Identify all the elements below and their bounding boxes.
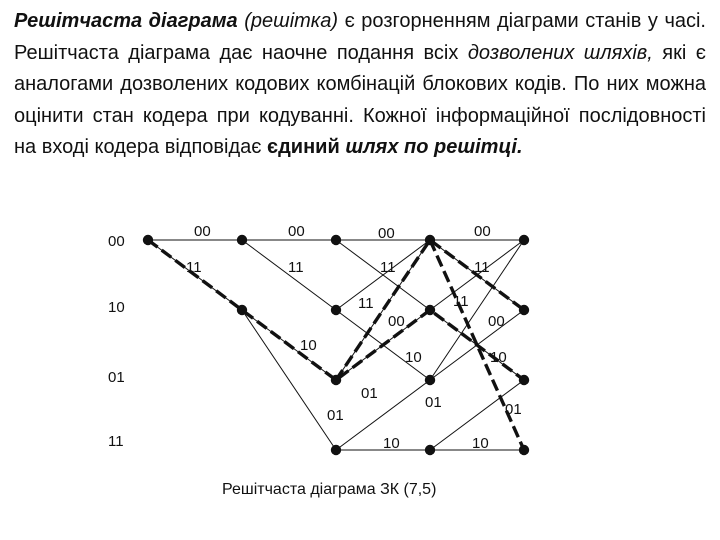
- trellis-edge: [242, 310, 336, 450]
- state-label: 01: [108, 369, 125, 386]
- trellis-node: [237, 305, 247, 315]
- trellis-node: [331, 375, 341, 385]
- trellis-node: [237, 235, 247, 245]
- trellis-node: [425, 235, 435, 245]
- trellis-node: [331, 305, 341, 315]
- edge-label: 00: [488, 313, 505, 330]
- state-label: 10: [108, 299, 125, 316]
- edge-label: 11: [453, 293, 469, 310]
- trellis-labels: [108, 223, 522, 498]
- edge-label: 10: [490, 349, 507, 366]
- state-label: 00: [108, 233, 125, 250]
- edge-label: 10: [405, 349, 422, 366]
- trellis-node: [519, 305, 529, 315]
- edge-label: 11: [358, 295, 374, 312]
- diagram-caption: Решітчаста діаграма ЗК (7,5): [222, 481, 437, 498]
- edge-label: 10: [300, 337, 317, 354]
- trellis-node: [519, 235, 529, 245]
- term-unique: єдиний: [267, 136, 340, 158]
- edge-label: 10: [383, 435, 400, 452]
- state-label: 11: [108, 433, 124, 450]
- trellis-node: [519, 375, 529, 385]
- edge-label: 01: [327, 407, 344, 424]
- edge-label: 11: [186, 259, 202, 276]
- term-path-on-trellis: шлях по решітці.: [345, 136, 523, 158]
- edge-label: 11: [288, 259, 304, 276]
- edge-label: 11: [474, 259, 490, 276]
- text-part-1: є розгорненням діаграми станів у часі. Решітчаста діаграма дає наочне подання всіх: [14, 10, 706, 64]
- text-part-2: які є аналогами дозволених кодових комбінацій блокових кодів. По них можна оцінити стан кодера при кодуванні. Кожної інформаційної послідовності на вході кодера відповідає: [14, 41, 706, 158]
- trellis-node: [331, 445, 341, 455]
- edge-label: 11: [380, 259, 396, 276]
- edge-label: 01: [505, 401, 522, 418]
- edge-label: 00: [288, 223, 305, 240]
- term-trellis: (решітка): [237, 10, 339, 32]
- trellis-node: [425, 305, 435, 315]
- edge-label: 01: [425, 394, 442, 411]
- edge-label: 10: [472, 435, 489, 452]
- edge-label: 01: [361, 385, 378, 402]
- edge-label: 00: [378, 225, 395, 242]
- term-allowed-paths: дозволених шляхів,: [467, 41, 653, 64]
- trellis-node: [331, 235, 341, 245]
- term-trellis-diagram: Решітчаста діаграма: [14, 10, 238, 32]
- edge-label: 00: [474, 223, 491, 240]
- trellis-node: [519, 445, 529, 455]
- trellis-node: [425, 445, 435, 455]
- edge-label: 00: [388, 313, 405, 330]
- trellis-node: [143, 235, 153, 245]
- trellis-node: [425, 375, 435, 385]
- edge-label: 00: [194, 223, 211, 240]
